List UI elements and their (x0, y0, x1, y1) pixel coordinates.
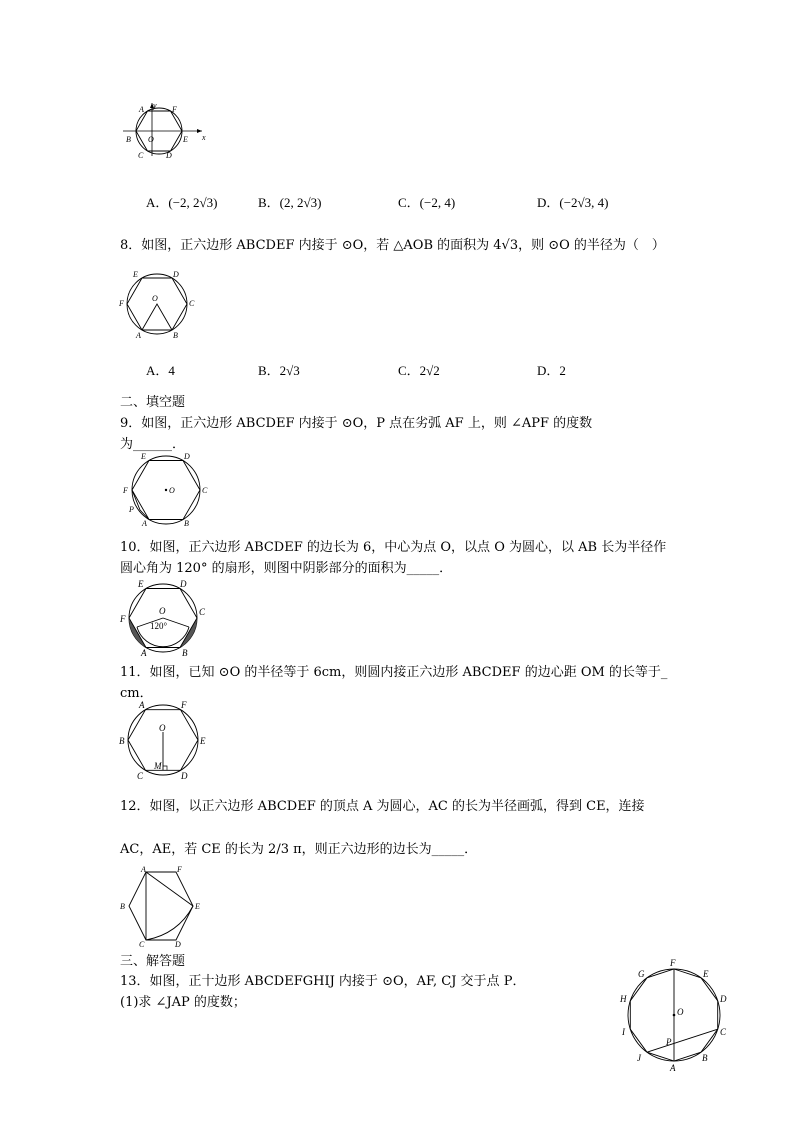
section-fill-in-heading: 二、填空题 (120, 395, 186, 410)
q8-option-c: C．2√2 (398, 363, 440, 378)
q8-label-E: E (133, 270, 138, 279)
q12-label-F: F (177, 865, 182, 874)
q12-label-B: B (120, 902, 125, 911)
q13-label-J: J (637, 1053, 641, 1063)
q10-figure (116, 576, 212, 656)
q13-label-E: E (703, 969, 709, 979)
q7-label-F: F (172, 105, 177, 114)
q10-angle-label: 120° (150, 621, 168, 631)
q7-option-b: B．(2, 2√3) (258, 195, 322, 210)
q11-label-M: M (154, 761, 162, 771)
q8-stem: 8．如图，正六边形 ABCDEF 内接于 ⊙O，若 △AOB 的面积为 4√3，则 ⊙O 的半径为（ ） (120, 238, 665, 253)
q11-figure (116, 698, 212, 780)
q9-stem-line1: 9．如图，正六边形 ABCDEF 内接于 ⊙O，P 点在劣弧 AF 上，则 ∠APF 的度数 (120, 416, 593, 431)
q9-label-O: O (169, 486, 175, 495)
q12-figure (116, 864, 212, 948)
q10-label-A: A (141, 648, 147, 656)
q11-label-D: D (181, 771, 188, 780)
q7-figure (120, 100, 206, 158)
q13-label-B: B (702, 1053, 708, 1063)
q10-stem-line1: 10．如图，正六边形 ABCDEF 的边长为 6，中心为点 O，以点 O 为圆心，以 AB 长为半径作 (120, 540, 667, 555)
q9-label-D: D (184, 452, 190, 461)
q9-label-F: F (123, 486, 128, 495)
q9-label-B: B (184, 519, 189, 528)
q8-option-b: B．2√3 (258, 363, 300, 378)
q11-label-A: A (139, 700, 145, 710)
q13-label-P: P (666, 1037, 672, 1047)
q13-label-C: C (720, 1027, 727, 1037)
q8-figure (118, 266, 198, 340)
q13-stem-line1: 13．如图，正十边形 ABCDEFGHIJ 内接于 ⊙O，AF, CJ 交于点 P． (120, 974, 526, 989)
q9-stem-line2: 为______． (120, 437, 186, 452)
q9-label-C: C (202, 486, 208, 495)
q11-label-C: C (137, 771, 144, 780)
q10-label-D: D (180, 579, 187, 589)
q7-label-B: B (126, 135, 131, 144)
q8-label-B: B (173, 331, 178, 340)
q12-label-E: E (195, 902, 200, 911)
q13-label-A: A (670, 1063, 676, 1073)
q7-label-x: x (202, 133, 206, 142)
q8-option-d: D．2 (537, 363, 566, 378)
q10-label-F: F (120, 614, 126, 624)
q7-label-O: O (148, 135, 154, 144)
q11-label-O: O (159, 723, 166, 733)
q8-label-D: D (173, 270, 179, 279)
q9-figure (118, 449, 214, 529)
q7-label-y: y (153, 101, 157, 110)
q8-label-A: A (136, 331, 141, 340)
q8-label-C: C (189, 299, 195, 308)
q8-option-a: A．4 (146, 363, 175, 378)
q9-label-A: A (142, 519, 147, 528)
q7-label-D: D (166, 151, 172, 158)
q7-label-E: E (183, 135, 188, 144)
q10-label-B: B (182, 648, 188, 656)
q13-stem-line2: (1)求 ∠JAP 的度数； (120, 995, 246, 1010)
q12-label-D: D (175, 940, 181, 948)
q7-option-a: A．(−2, 2√3) (146, 195, 218, 210)
q11-stem-line2: cm． (120, 686, 153, 701)
q11-label-B: B (119, 736, 125, 746)
q13-label-D: D (720, 994, 727, 1004)
q9-label-E: E (141, 452, 146, 461)
q12-stem-line1: 12．如图，以正六边形 ABCDEF 的顶点 A 为圆心，AC 的长为半径画弧，得到 CE，连接 (120, 799, 645, 814)
q13-label-G: G (638, 969, 645, 979)
q10-stem-line2: 圆心角为 120° 的扇形，则图中阴影部分的面积为_____． (120, 561, 453, 576)
q7-label-A: A (139, 105, 144, 114)
q11-label-F: F (181, 700, 187, 710)
q13-label-F: F (670, 958, 676, 968)
q7-option-c: C．(−2, 4) (398, 195, 456, 210)
q8-label-O: O (152, 294, 158, 303)
q13-label-H: H (620, 994, 627, 1004)
q13-label-O: O (677, 1007, 684, 1017)
q12-label-A: A (141, 865, 146, 874)
q7-option-d: D．(−2√3, 4) (537, 195, 609, 210)
section-answer-heading: 三、解答题 (120, 954, 186, 969)
q7-label-C: C (138, 151, 144, 158)
q10-label-O: O (159, 606, 166, 616)
q11-label-E: E (200, 736, 206, 746)
q10-label-E: E (138, 579, 144, 589)
q11-stem-line1: 11．如图，已知 ⊙O 的半径等于 6cm，则圆内接正六边形 ABCDEF 的边心距 OM 的长等于_ (120, 665, 668, 680)
q10-label-C: C (199, 607, 206, 617)
q8-label-F: F (119, 299, 124, 308)
q12-label-C: C (139, 940, 145, 948)
q13-figure (612, 955, 734, 1075)
q9-label-P: P (129, 505, 134, 514)
q12-stem-line2: AC，AE，若 CE 的长为 2/3 π，则正六边形的边长为_____． (120, 842, 478, 857)
q13-label-I: I (622, 1027, 625, 1037)
